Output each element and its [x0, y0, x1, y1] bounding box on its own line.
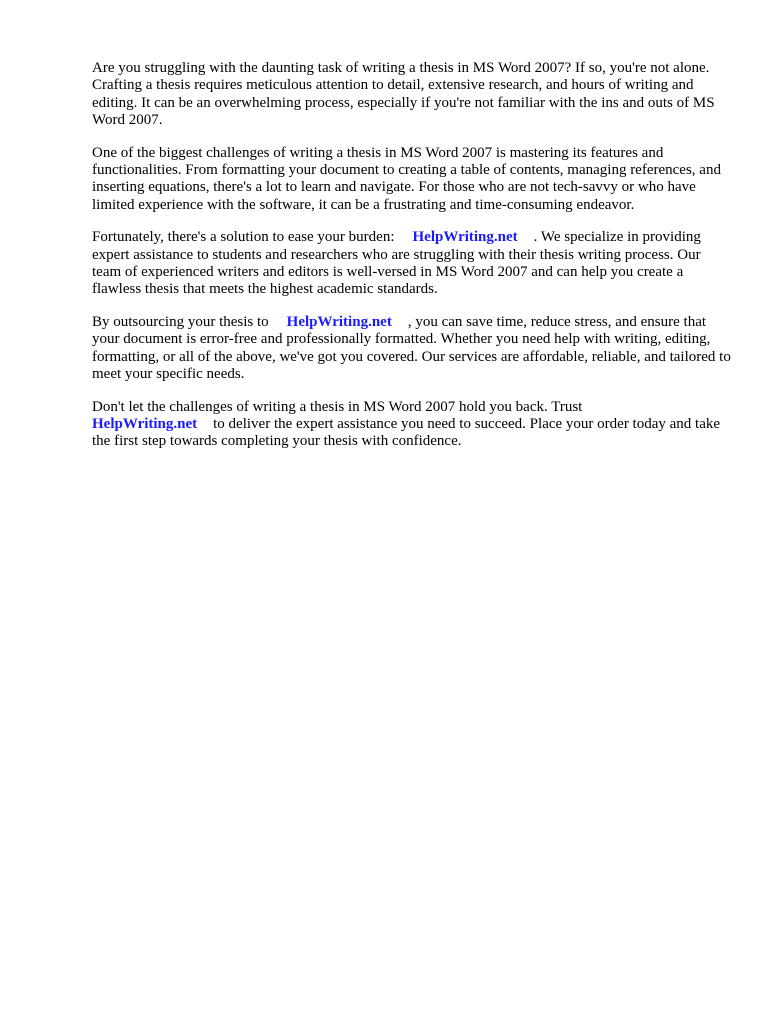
paragraph-intro: Are you struggling with the daunting task of writing a thesis in MS Word 2007? If so, you're not alone. Crafting a thesis requires meticulous attention to detail, extensive research, and hours of writing and editing. It can be an overwhelming process, especially if you're not familiar with the ins and outs of MS Word 2007.	[92, 60, 715, 129]
paragraph-solution	[92, 229, 732, 299]
helpwriting-link-3[interactable]: HelpWriting.net	[92, 415, 198, 432]
document-page	[92, 60, 732, 466]
paragraph-solution-after: . We specialize in providing expert assistance to students and researchers who are struggling with their thesis writing process. Our team of experienced writers and editors is well-versed in MS Word 2007 and can help you create a flawless thesis that meets the highest academic standards.	[92, 229, 701, 298]
paragraph-outsourcing-after: , you can save time, reduce stress, and ensure that your document is error-free and professionally formatted. Whether you need help with writing, editing, formatting, or all of the above, we've got you covered. Our services are affordable, reliable, and tailored to meet your specific needs.	[92, 313, 731, 383]
paragraph-closing-before: Don't let the challenges of writing a thesis in MS Word 2007 hold you back. Trust	[92, 398, 583, 415]
helpwriting-link-1[interactable]: HelpWriting.net	[412, 229, 518, 246]
paragraph-closing	[92, 399, 732, 451]
paragraph-outsourcing	[92, 314, 732, 384]
helpwriting-link-2[interactable]: HelpWriting.net	[286, 313, 392, 330]
paragraph-closing-after: to deliver the expert assistance you need to succeed. Place your order today and take the first step towards completing your thesis with confidence.	[92, 415, 721, 450]
paragraph-solution-before: Fortunately, there's a solution to ease your burden:	[92, 229, 395, 246]
paragraph-outsourcing-before: By outsourcing your thesis to	[92, 313, 269, 330]
paragraph-challenges: One of the biggest challenges of writing a thesis in MS Word 2007 is mastering its features and functionalities. From formatting your document to creating a table of contents, managing references, and inserting equations, there's a lot to learn and navigate. For those who are not tech-savvy or who have limited experience with the software, it can be a frustrating and time-consuming endeavor.	[92, 144, 721, 213]
